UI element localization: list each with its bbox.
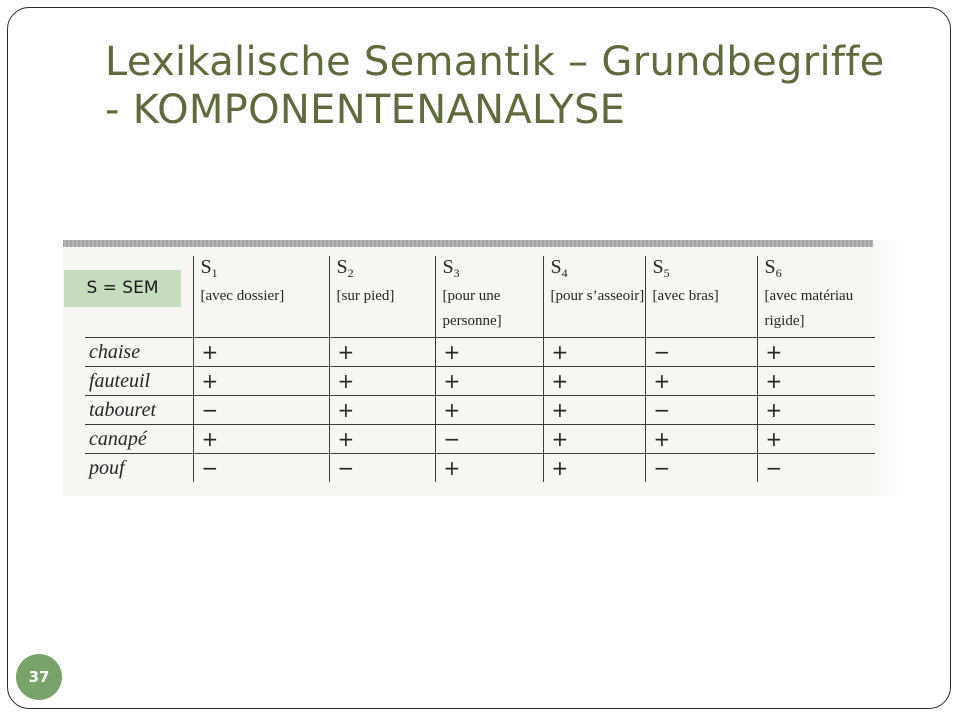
- sem-value-cell: −: [757, 454, 875, 483]
- table-row-fauteuil: [85, 367, 875, 396]
- sem-code: $S_5$: [652, 256, 670, 280]
- slide-title-line-1: Lexikalische Semantik – Grundbegriffe: [105, 39, 885, 85]
- sem-value-cell: +: [435, 454, 543, 483]
- slide-title: [105, 38, 925, 134]
- sem-value-cell: −: [645, 338, 757, 367]
- sem-code: $S_3$: [442, 256, 460, 280]
- sem-feature: [pour une personne]: [442, 288, 502, 329]
- table-row-chaise: [85, 338, 875, 367]
- scanned-table-image: [63, 240, 899, 496]
- sem-value-cell: +: [329, 367, 435, 396]
- sem-value-cell: +: [757, 338, 875, 367]
- lexeme-cell: chaise: [85, 338, 193, 367]
- lexeme-cell: tabouret: [85, 396, 193, 425]
- table-header-row: [85, 256, 875, 338]
- sem-legend-box: S = SEM: [64, 270, 181, 307]
- page-number-badge: 37: [16, 654, 62, 700]
- sem-value-cell: +: [543, 454, 645, 483]
- sem-feature: [sur pied]: [336, 288, 395, 304]
- sem-value-cell: −: [645, 454, 757, 483]
- sem-value-cell: −: [193, 396, 329, 425]
- column-header-s2: [329, 256, 435, 338]
- table-row-canape: [85, 425, 875, 454]
- sem-value-cell: −: [329, 454, 435, 483]
- sem-feature: [avec dossier]: [200, 288, 285, 304]
- sem-code: $S_6$: [764, 256, 782, 280]
- lexeme-cell: fauteuil: [85, 367, 193, 396]
- sem-value-cell: +: [193, 367, 329, 396]
- sem-value-cell: +: [543, 396, 645, 425]
- sem-value-cell: +: [329, 396, 435, 425]
- table-row-pouf: [85, 454, 875, 483]
- sem-value-cell: +: [329, 425, 435, 454]
- sem-value-cell: +: [193, 338, 329, 367]
- column-header-s3: [435, 256, 543, 338]
- column-header-s4: [543, 256, 645, 338]
- sem-value-cell: +: [543, 338, 645, 367]
- sem-value-cell: +: [435, 338, 543, 367]
- scan-top-border: [63, 240, 875, 247]
- sem-code: $S_2$: [336, 256, 354, 280]
- sem-feature: [avec matériau rigide]: [764, 288, 854, 329]
- sem-value-cell: +: [645, 367, 757, 396]
- sem-code: $S_1$: [200, 256, 218, 280]
- sem-value-cell: −: [193, 454, 329, 483]
- sem-value-cell: −: [435, 425, 543, 454]
- column-header-s5: [645, 256, 757, 338]
- column-header-s6: [757, 256, 875, 338]
- sem-value-cell: +: [757, 396, 875, 425]
- sem-feature: [pour s’asseoir]: [550, 288, 645, 304]
- slide-title-line-2: - KOMPONENTENANALYSE: [105, 87, 626, 133]
- sem-value-cell: +: [329, 338, 435, 367]
- componential-analysis-table: [85, 256, 875, 482]
- sem-code: $S_4$: [550, 256, 568, 280]
- sem-value-cell: +: [543, 367, 645, 396]
- sem-value-cell: +: [435, 367, 543, 396]
- column-header-s1: [193, 256, 329, 338]
- lexeme-cell: pouf: [85, 454, 193, 483]
- sem-value-cell: +: [645, 425, 757, 454]
- sem-feature: [avec bras]: [652, 288, 719, 304]
- sem-value-cell: +: [435, 396, 543, 425]
- lexeme-cell: canapé: [85, 425, 193, 454]
- sem-value-cell: +: [757, 425, 875, 454]
- sem-value-cell: −: [645, 396, 757, 425]
- sem-value-cell: +: [193, 425, 329, 454]
- sem-value-cell: +: [757, 367, 875, 396]
- table-row-tabouret: [85, 396, 875, 425]
- scan-right-edge: [873, 240, 899, 496]
- sem-value-cell: +: [543, 425, 645, 454]
